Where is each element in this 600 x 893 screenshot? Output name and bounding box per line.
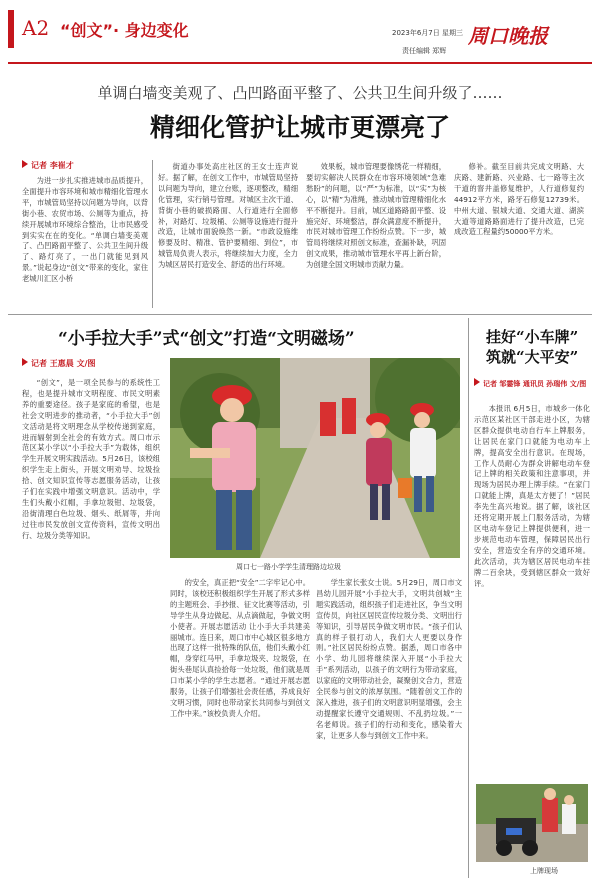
top-story-col-4-text: 修补。截至目前共完成文明路、大庆路、建新路、兴业路、七一路等主次干道的窨井盖修复维护，人行道修复约44912平方米，路牙石修复12739米。中州大道、银城大道、交通大道、湖滨大道等道路路面进行了提升改造，已完成改造工程量约50000平方米。 [454,162,584,237]
story2-headline: “小手拉大手”式“创文”打造“文明磁场” [58,329,355,349]
byline-marker-icon [474,378,480,386]
story2-byline [22,358,96,369]
top-story-col-2-text: 街道办事处高庄社区的王女士连声说好。据了解，在创文工作中，市城管局坚持以问题为导向，建立台账，逐项整改，精细化管理，实行销号管理。对城区主次干道、背街小巷的破损路面、人行道进行全面修补，对路灯、垃圾桶、公厕等设施进行提升改造，让城市面貌焕然一新。“市政设施维修要及时、精准、管护要精细、到位”，市城管局负责人表示，将继续加大力度，全力为城区居民打造安全、舒适的出行环境。 [158,162,298,270]
top-story-col-2 [158,162,298,308]
top-story-col-3-text: 效果板，城市管理要像绣花一样精细，要切实解决人民群众在市容环境领域“急难愁盼”的问题，以“严”为标准，以“实”为核心，以“精”为准绳，推动城市管理精细化水平不断提升。目前，城区道路路面平整、设施完好、环境整洁，群众满意度不断提升，市民对城市管理工作纷纷点赞。下一步，城管局将继续对照创文标准，查漏补缺，巩固创文成果，推动城市管理水平再上新台阶，为创建全国文明城市贡献力量。 [306,162,446,270]
top-story-col-1 [22,176,148,308]
top-story-col-3 [306,162,446,308]
story3-photo-caption: 上牌现场 [530,867,558,875]
story2-photo [170,358,460,558]
story3-col [474,404,590,782]
section-rule [8,314,592,315]
byline-marker-icon [22,160,28,168]
story3-photo [476,784,588,862]
top-story-kicker: 单调白墙变美观了、凸凹路面平整了、公共卫生间升级了…… [97,84,503,102]
top-story-col-1-text: 为进一步扎实推进城市品质提升，全面提升市容环境和城市精细化管理水平，市城管局坚持以问题为导向，以背街小巷、农贸市场、公厕等为重点，持续开展城市环境综合整治，让市民感受到实实在在的变化。“单调白墙变美观了、凸凹路面平整了、公共卫生间升级了、路灯亮了，一出门就能见到风景。”说起身边“创文”带来的变化，家住老城川汇区小桥 [22,176,148,284]
header-red-bar [8,10,14,48]
story2-col-3-text: 学生家长张女士说。5月29日，周口市文昌幼儿园开展“小手拉大手，文明共创城”主题实践活动，组织孩子们走进社区，争当文明宣传员，向社区居民宣传垃圾分类、文明出行等知识，引导居民争做文明市民。“孩子们认真的样子很打动人，我们大人更要以身作则。”社区居民纷纷点赞。据悉，周口市各中小学、幼儿园将继续深入开展“小手拉大手”系列活动，以孩子的文明行为带动家庭，以家庭的文明带动社会，凝聚创文合力，营造全民参与创文的浓厚氛围。“随着创文工作的深入推进，孩子们的文明意识明显增强，会主动提醒家长遵守交通规则、不乱扔垃圾。”一名老师说。孩子们的行动和变化，感染着大家，让更多人参与到创文工作中来。 [316,578,462,740]
section-title: “创文”· 身边变化 [60,21,189,40]
top-story-byline-text: 记者 李崔才 [31,161,74,170]
editor-line: 责任编辑 郑辉 [402,47,447,55]
newspaper-logo: 周口晚报 [468,24,548,48]
story3-col-text: 本报讯 6月5日，市城乡一体化示范区某社区干部走进小区，为辖区群众提供电动自行车上牌服务，让居民在家门口就能为电动车上牌，提高安全出行意识。在现场，工作人员耐心为群众讲解电动车登记上牌的相关政策和注意事项，并现场为居民办理上牌手续。“在家门口就能上牌，真是太方便了！”居民李先生高兴地说。据了解，该社区还将定期开展上门服务活动，为辖区电动车登记上牌提供便利，进一步规范电动车管理，保障居民出行安全，营造安全有序的交通环境。此次活动，共为辖区居民电动车挂牌二百余块，受到辖区群众一致好评。 [474,404,590,588]
story2-col-1-text: “创文”，是一项全民参与的系统性工程，也是提升城市文明程度、市民文明素养的重要途径。孩子是家庭的希望，也是社会文明进步的推动者，“小手拉大手”创文活动是将文明理念从学校传递到家庭，进而辐射到全社会的有效方式。周口市示范区某小学以“小手拉大手”为载体，组织学生开展文明实践活动。5月26日，该校组织学生走上街头，开展文明劝导、垃圾捡拾、创文知识宣传等志愿服务活动，让孩子们在实践中增强文明意识。活动中，学生们头戴小红帽，手拿垃圾钳、垃圾袋，沿街清理白色垃圾、烟头、纸屑等，并向过往市民发放创文宣传资料，宣传文明出行、垃圾分类等知识。 [22,378,160,540]
story3-byline [474,378,592,389]
story2-byline-text: 记者 王惠晨 文/图 [31,359,96,368]
story2-col-3 [316,578,462,868]
story2-col-2 [170,578,310,868]
column-divider [468,318,469,878]
story3-byline-text: 记者 邹霎锋 通讯员 孙瑞伟 文/图 [483,380,587,388]
students-picking-litter-illustration [170,358,460,558]
story3-headline-line1: 挂好“小车牌” [486,328,579,346]
license-plate-installation-illustration [476,784,588,862]
story2-col-1 [22,378,160,868]
story2-col-2-text: 的安全，真正把“安全”二字牢记心中。同时，该校还积极组织学生开展了形式多样的主题班会、手抄报、征文比赛等活动，引导学生从身边做起、从点滴做起，争做文明小使者。开展志愿活动 让小手大手共建美丽城市。连日来，周口市中心城区很多地方出现了这样一批特殊的队伍，他们头戴小红帽，身穿红马甲，手拿垃圾夹、垃圾袋，在街头巷尾认真捡拾每一处垃圾，他们就是周口市某小学的学生志愿者。“通过开展志愿服务，让孩子们增强社会责任感，养成良好文明习惯，同时也带动家长共同参与到创文工作中来。”该校负责人介绍。 [170,578,310,718]
story3-headline-line2: 筑就“大平安” [486,348,579,366]
byline-marker-icon [22,358,28,366]
story2-photo-caption: 周口七一路小学学生清理路边垃圾 [236,563,341,571]
top-story-col-4 [454,162,584,308]
column-divider [152,160,153,308]
header-rule [8,62,592,64]
page-header [8,6,592,58]
top-story-byline [22,160,74,171]
date-line: 2023年6月7日 星期三 [392,29,463,37]
page-number: A2 [22,16,50,40]
top-story-headline: 精细化管护让城市更漂亮了 [149,113,450,142]
